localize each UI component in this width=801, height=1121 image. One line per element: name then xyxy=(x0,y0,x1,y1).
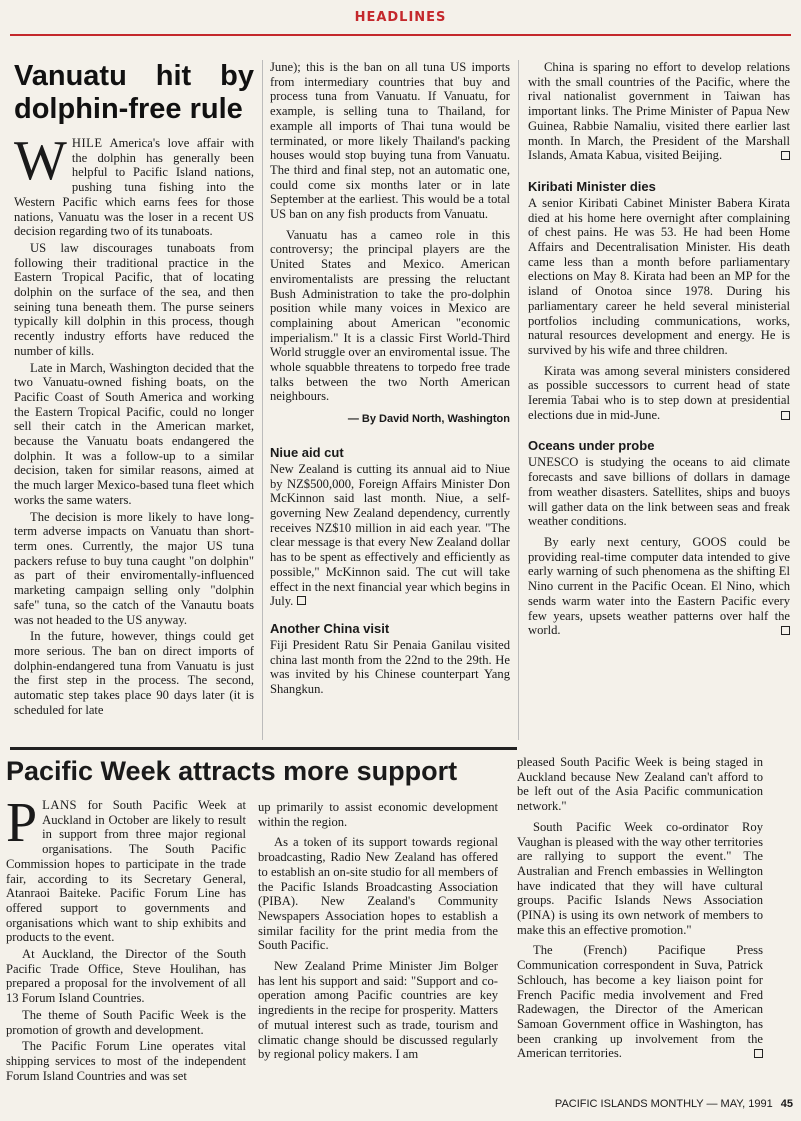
vanuatu-paragraph-3: Late in March, Washington decided that the two Vanuatu-owned fishing boats, on the Pacific Coast of South America and working the Eastern Tropical Pacific, could no longer sell their catch in the American market, because the Vanuatu boats endangered the dolphin. It was a follow-up to a similar decision, taken for similar reasons, aimed at the much larger Mexico-based tuna fleet which works the same waters. xyxy=(14,360,254,507)
oceans-body-2: By early next century, GOOS could be providing real-time computer data intended to give early warning of such phenomena as the shifting El Nino current in the Pacific Ocean. El Nino, which sends warm water into the Eastern Pacific every few years, upsets weather patterns over half the world. xyxy=(528,534,790,638)
vanuatu-article-col1 xyxy=(14,60,254,740)
pacific-week-paragraph-2: At Auckland, the Director of the South Pacific Trade Office, Steve Houlihan, has prepared a proposal for the involvement of all 13 Forum Island Countries. xyxy=(6,947,246,1006)
china-body: Fiji President Ratu Sir Penaia Ganilau visited china last month from the 22nd to the 29th. He was invited by his Chinese counterpart Yang Shangkun. xyxy=(270,637,510,697)
vanuatu-headline: Vanuatu hit by dolphin-free rule xyxy=(14,60,254,125)
china-headline: Another China visit xyxy=(270,620,390,636)
column-separator-1 xyxy=(262,60,263,740)
pacific-week-paragraph-10: The (French) Pacifique Press Communication correspondent in Suva, Patrick Schlouch, has become a key liaison point for French Pacific media involvement and Fred Radewagen, the Director of the American Samoan Government office in Washington, has been cranking up involvement from the American territories. xyxy=(517,943,763,1061)
page-number: 45 xyxy=(780,1098,793,1110)
section-label: HEADLINES xyxy=(354,10,447,25)
end-mark-icon xyxy=(754,1049,763,1058)
section-divider-thin xyxy=(10,749,517,750)
vanuatu-byline: — By David North, Washington xyxy=(347,413,510,426)
pacific-week-paragraph-5: up primarily to assist economic development within the region. xyxy=(258,800,498,829)
vanuatu-lead-text: America's love affair with the dolphin has generally been helpful to Pacific Island nations, pushing tuna fishing into the Western Pacific which earns fees for those nations, Vanuatu was the loser in a recent US decision regarding two of its tunaboats. xyxy=(14,136,254,239)
footer-publication: PACIFIC ISLANDS MONTHLY — MAY, 1991 xyxy=(554,1098,773,1110)
oceans-headline: Oceans under probe xyxy=(528,438,655,454)
pacific-week-paragraph-3: The theme of South Pacific Week is the promotion of growth and development. xyxy=(6,1007,246,1037)
kiribati-headline: Kiribati Minister dies xyxy=(528,178,656,194)
oceans-body: UNESCO is studying the oceans to aid climate forecasts and save billions of dollars in damage from weather disasters. Satellites, ships and buoys will gather data on the link between seas and freak weather conditions. xyxy=(528,455,790,529)
pacific-week-paragraph-8: pleased South Pacific Week is being staged in Auckland because New Zealand can't afford to be left out of the Asia Pacific communication network." xyxy=(517,755,763,814)
vanuatu-paragraph-4: The decision is more likely to have long-term adverse impacts on Vanuatu than short-term ones. Currently, the major US tuna packers refuse to buy tuna caught "on dolphin" as part of their enviromentally-influenced marketing campaign selling only "dolphin safe" tuna, so the catch of the Vanautu boats was not headed to the US anyway. xyxy=(14,509,254,627)
vanuatu-dropcap: W xyxy=(14,130,67,192)
kiribati-body-2: Kirata was among several ministers considered as possible successors to current head of state Ieremia Tabai who is to step down at presidential elections due in mid-June. xyxy=(528,363,790,422)
china-body-2: China is sparing no effort to develop relations with the small countries of the Pacific, where the rival nationalist government in Taiwan has important links. The Prime Minister of Papua New Guinea, Rabbie Namaliu, visited there earlier last month. In March, the President of the Marshall Islands, Amata Kabua, visited Beijing. xyxy=(528,60,790,163)
pacific-week-lead-text: for South Pacific Week at Auckland in October are likely to result in support from three major regional organisations. The South Pacific Commission hopes to participate in the trade fair, according to its Secretary General, Atanraoi Baiteke. Pacific Forum Line has offered support to governments and organisations which want to ship exhibits and products to the event. xyxy=(6,798,246,945)
page-footer xyxy=(518,1098,793,1110)
pacific-week-dropcap: P xyxy=(6,798,38,854)
top-rule xyxy=(10,34,791,36)
pacific-week-lead-caps: LANS xyxy=(42,798,78,812)
end-mark-icon xyxy=(297,596,306,605)
pacific-week-paragraph-7: New Zealand Prime Minister Jim Bolger has lent his support and said: "Support and co-operation among Pacific countries are key ingredients in the recipe for prosperity. Matters of mutual interest such as trade, tourism and climatic change should be discussed regularly by regional policy makers. I am xyxy=(258,959,498,1062)
end-mark-icon xyxy=(781,626,790,635)
pacific-week-paragraph-9: South Pacific Week co-ordinator Roy Vaughan is pleased with the way other territories are rallying to support the event." The Australian and French embassies in Wellington have indicated that they will have cultural groups. Pacific Islands News Association (PINA) is using its own network of members to make this an effective promotion." xyxy=(517,819,763,937)
right-column xyxy=(528,60,790,740)
niue-headline: Niue aid cut xyxy=(270,444,344,460)
end-mark-icon xyxy=(781,151,790,160)
vanuatu-lead-caps: HILE xyxy=(71,136,103,150)
pacific-week-headline: Pacific Week attracts more support xyxy=(6,756,458,786)
column-separator-2 xyxy=(518,60,519,740)
pacific-week-lead-paragraph xyxy=(6,798,246,945)
pacific-week-col2 xyxy=(258,800,498,1090)
vanuatu-paragraph-5: In the future, however, things could get more serious. The ban on direct imports of dolphin-endangered tuna from Vanuatu is just the first step in the process. The second, automatic step takes place 90 days later (it is scheduled for late xyxy=(14,629,254,717)
pacific-week-col3 xyxy=(517,755,763,1093)
pacific-week-paragraph-4: The Pacific Forum Line operates vital shipping services to most of the independent Forum Island Countries and was set xyxy=(6,1039,246,1083)
end-mark-icon xyxy=(781,411,790,420)
vanuatu-paragraph-7: Vanuatu has a cameo role in this controversy; the principal players are the United States and Mexico. American enviromentalists are pressing the reluctant Bush Administration to take the pro-dolphin position while many voices in Mexico are complaining about American "economic imperialism." It is a classic First World-Third World struggle over an enviromental issue. The whole squabble threatens to torpedo free trade talks between the two North American neighbours. xyxy=(270,227,510,404)
pacific-week-paragraph-6: As a token of its support towards regional broadcasting, Radio New Zealand has offered to establish an on-site studio for all members of the Pacific Islands Broadcasting Association (PIBA). New Zealand's Community Newspapers Association hopes to establish a similar facility for the print media from the South Pacific. xyxy=(258,835,498,953)
middle-column xyxy=(270,60,510,740)
vanuatu-paragraph-2: US law discourages tunaboats from following their traditional practice in the Eastern Tropical Pacific, that of locating dolphin on the surface of the sea, and then seining tuna beneath them. The purse seiners typically kill dolphin in this process, though recently industry efforts have reduced the number of kills. xyxy=(14,240,254,358)
niue-body: New Zealand is cutting its annual aid to Niue by NZ$500,000, Foreign Affairs Minister Don McKinnon said last month. Niue, a self-governing New Zealand dependency, currently receives NZ$10 million in aid each year. "The clear message is that every New Zealand dollar has to be spent as effectively and efficiently as possible," McKinnon said. The cut will take effect in the next financial year which begins in July. xyxy=(270,461,510,609)
vanuatu-lead-paragraph xyxy=(14,130,254,239)
vanuatu-paragraph-6: June); this is the ban on all tuna US imports from intermediary countries that buy and process tuna from Vanuatu. If Vanuatu, for example, is selling tuna to Thailand, for example all imports of Thai tuna would be terminated, or more likely Thailand's packing houses would stop buying tuna from Vanuatu. The third and final step, not an automatic one, could come six months later or in late September at the earliest. This would be a total US ban on any fish products from Vanuatu. xyxy=(270,60,510,222)
kiribati-body: A senior Kiribati Cabinet Minister Babera Kirata died at his home here overnight after complaining of chest pains. He was 53. He had been Home Affairs and Decentralisation Minister. His death came less than a month before parliamentary elections on May 8. Kirata had been an MP for the island of Onotoa since 1978. During his parliamentary career he held several ministerial portfolios including communications, works, natural resources development and energy. He is survived by his wife and three children. xyxy=(528,195,790,357)
pacific-week-col1 xyxy=(6,798,246,1090)
